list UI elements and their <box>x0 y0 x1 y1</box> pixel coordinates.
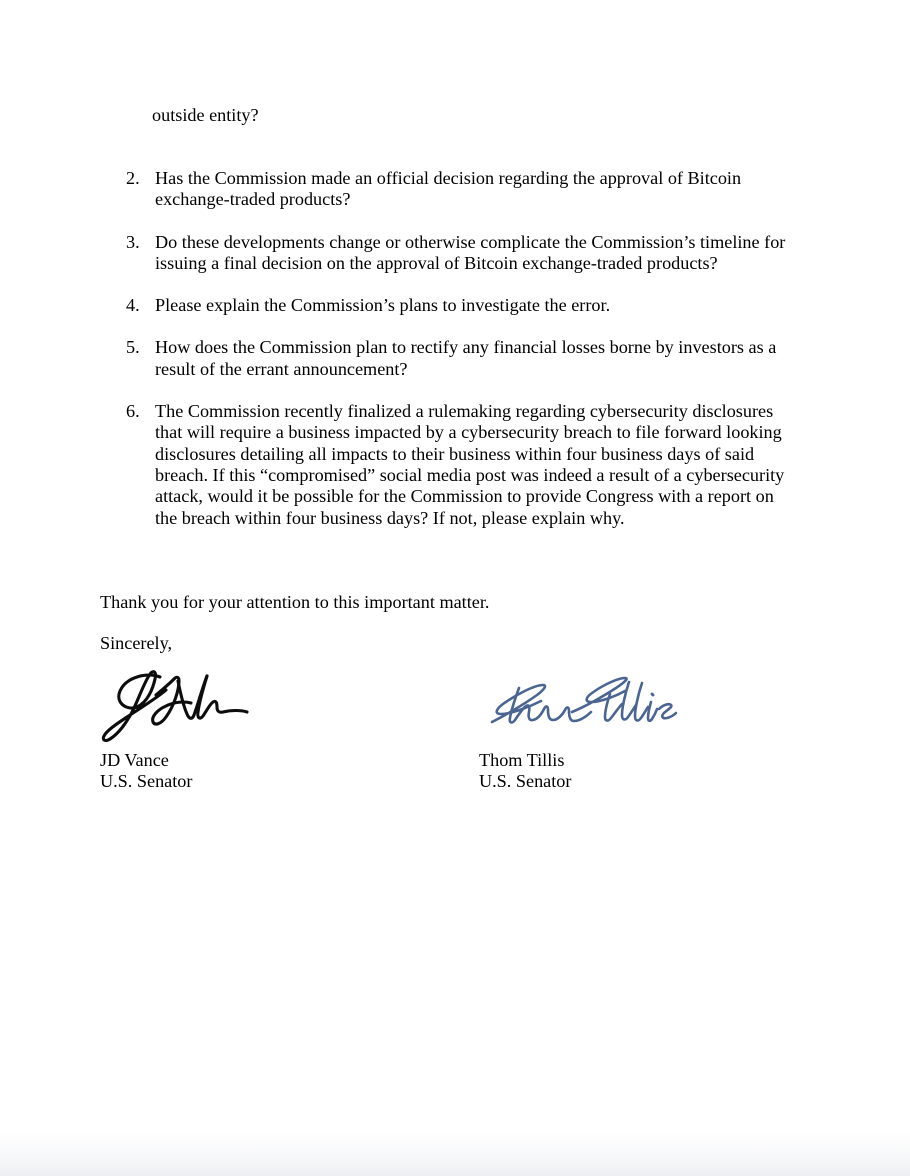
list-item-number: 4. <box>126 295 140 316</box>
handwritten-signature-thom-tillis <box>479 668 819 750</box>
list-item-text: Please explain the Commission’s plans to investigate the error. <box>155 295 611 316</box>
signatory-title: U.S. Senator <box>100 771 193 792</box>
numbered-question-list <box>100 168 800 550</box>
signatory-name: JD Vance <box>100 750 169 770</box>
signatory-name: Thom Tillis <box>479 750 565 770</box>
list-item-number: 2. <box>126 168 140 188</box>
signature-block-thom-tillis <box>479 668 819 793</box>
signature-row <box>100 668 860 808</box>
closing-salutation: Sincerely, <box>100 633 173 653</box>
list-item-number: 6. <box>126 401 140 422</box>
list-item-number: 3. <box>126 231 140 252</box>
page-edge-shadow <box>0 1130 910 1176</box>
list-item <box>100 295 800 316</box>
list-item <box>100 168 800 211</box>
list-item-text: Do these developments change or otherwise complicate the Commission’s timeline for issuing a final decision on the approval of Bitcoin exchange-traded products? <box>155 231 786 273</box>
list-item-text: How does the Commission plan to rectify any financial losses borne by investors as a result of the errant announcement? <box>155 337 777 379</box>
list-item-text: The Commission recently finalized a rulemaking regarding cybersecurity disclosures that will require a business impacted by a cybersecurity breach to file forward looking disclosures detailing all impacts to their business within four business days of said breach. If this “compromised” social media post was indeed a result of a cybersecurity attack, would it be possible for the Commission to provide Congress with a report on the breach within four business days? If not, please explain why. <box>155 401 785 528</box>
list-item <box>100 232 800 275</box>
list-item-text: Has the Commission made an official decision regarding the approval of Bitcoin exchange-traded products? <box>155 168 742 210</box>
handwritten-signature-jd-vance <box>100 668 440 750</box>
list-item <box>100 337 800 380</box>
closing-thanks: Thank you for your attention to this important matter. <box>100 592 490 612</box>
signatory-title: U.S. Senator <box>479 771 572 792</box>
list-item <box>100 401 800 529</box>
carryover-text: outside entity? <box>152 105 259 125</box>
signature-block-jd-vance <box>100 668 440 793</box>
closing-block <box>100 592 820 654</box>
list-item-number: 5. <box>126 337 140 358</box>
